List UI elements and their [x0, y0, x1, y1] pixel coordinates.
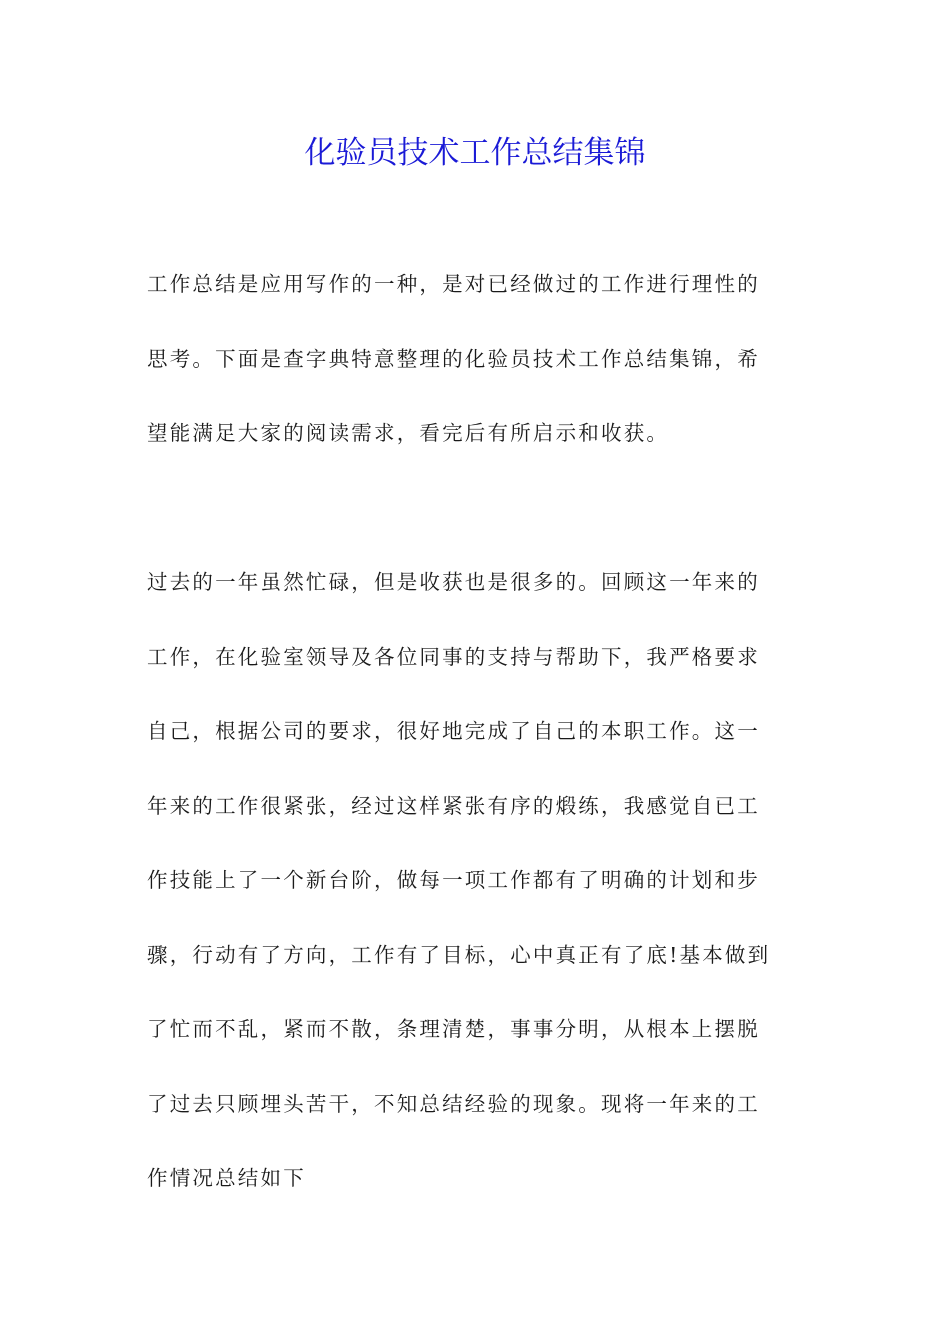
intro-line: 工作总结是应用写作的一种，是对已经做过的工作进行理性的 [147, 272, 760, 296]
document-title: 化验员技术工作总结集锦 [304, 135, 646, 171]
body-line: 了过去只顾埋头苦干，不知总结经验的现象。现将一年来的工 [147, 1091, 760, 1116]
body-line: 过去的一年虽然忙碌，但是收获也是很多的。回顾这一年来的 [147, 570, 760, 594]
body-line: 骤，行动有了方向，工作有了目标，心中真正有了底!基本做到 [147, 942, 771, 967]
intro-line: 望能满足大家的阅读需求，看完后有所启示和收获。 [147, 421, 670, 445]
body-line: 自己，根据公司的要求，很好地完成了自己的本职工作。这一 [147, 719, 760, 743]
body-line: 作技能上了一个新台阶，做每一项工作都有了明确的计划和步 [147, 868, 760, 892]
body-line: 工作，在化验室领导及各位同事的支持与帮助下，我严格要求 [147, 644, 760, 669]
body-line: 作情况总结如下 [147, 1166, 306, 1190]
intro-paragraph [147, 247, 803, 471]
body-line: 年来的工作很紧张，经过这样紧张有序的煅练，我感觉自已工 [147, 793, 760, 818]
body-line: 了忙而不乱，紧而不散，条理清楚，事事分明，从根本上摆脱 [147, 1017, 760, 1041]
body-paragraph [147, 545, 803, 1216]
intro-line: 思考。下面是查字典特意整理的化验员技术工作总结集锦，希 [147, 346, 760, 371]
